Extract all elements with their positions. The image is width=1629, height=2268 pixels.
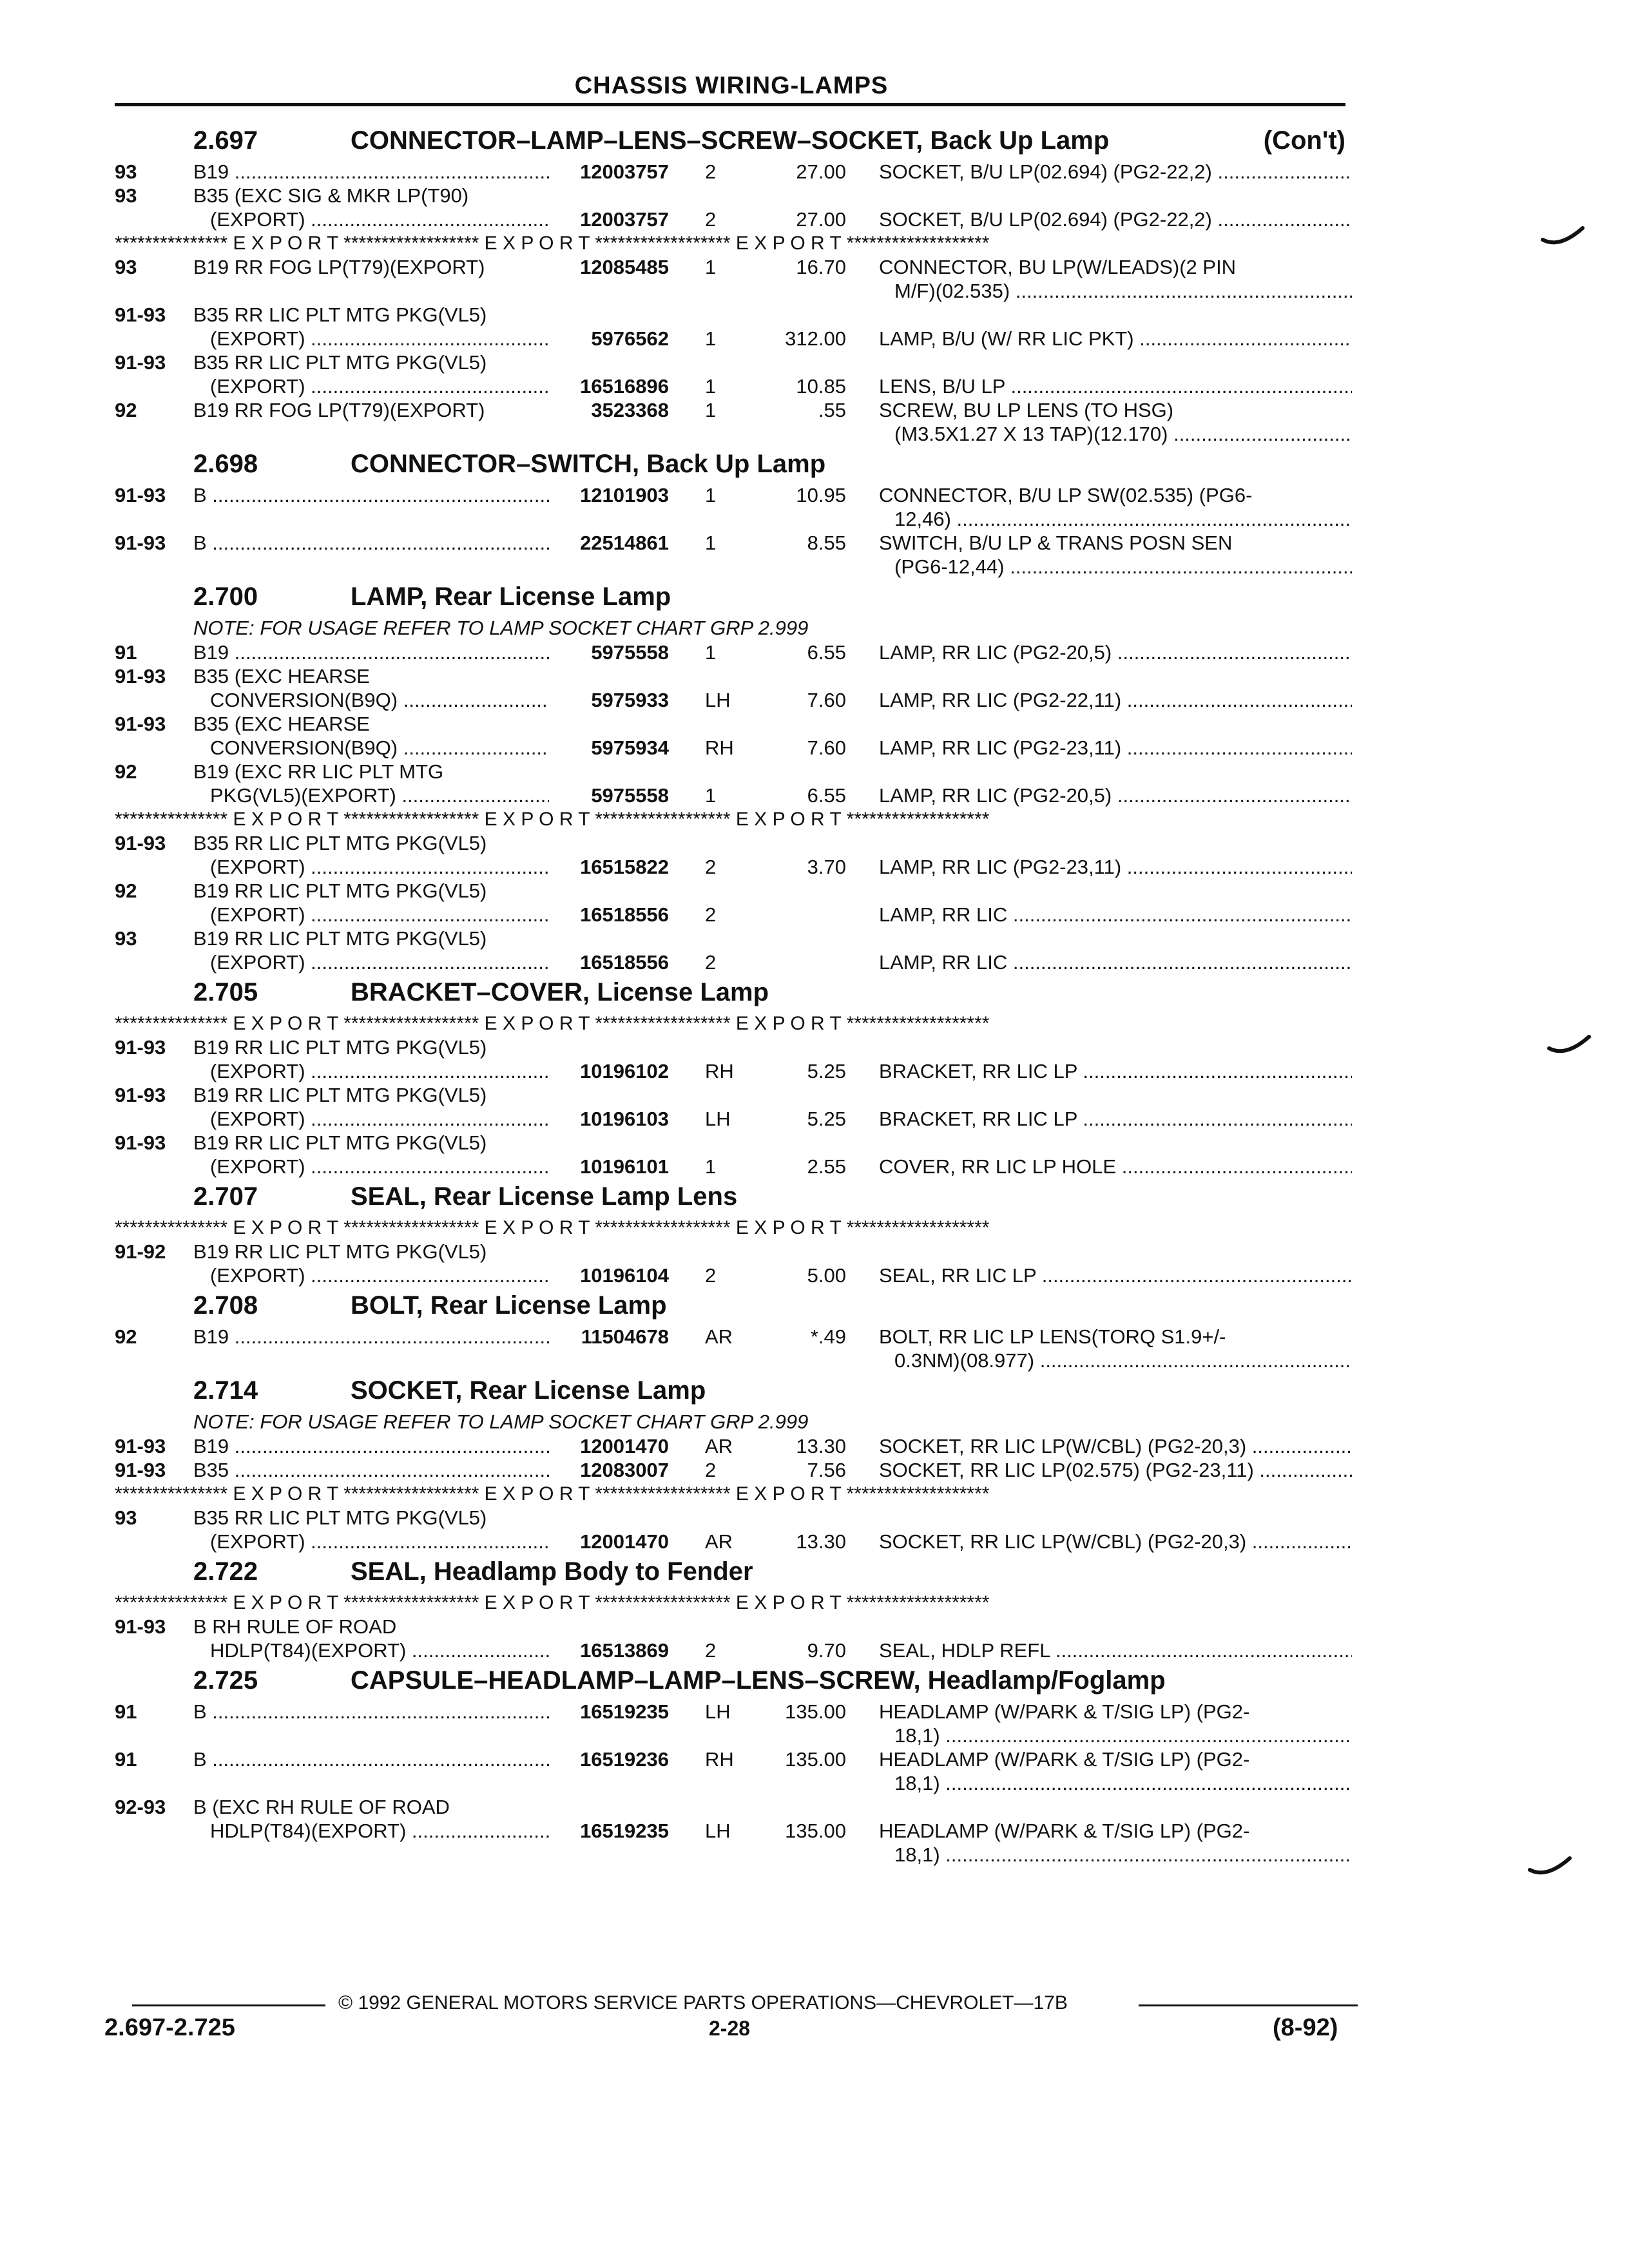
quantity: 1 [705,256,717,278]
quantity: AR [705,1435,733,1457]
export-divider: *************** E X P O R T ****************** E X P O R T ****************** E X P O R T ******************* [115,1013,990,1034]
part-number: 5975558 [591,784,669,807]
model-description: B19 RR LIC PLT MTG PKG(VL5) [193,1131,487,1154]
table-row [115,1843,1352,1867]
part-number: 12001470 [580,1530,669,1553]
table-row [115,664,1352,688]
section-number: 2.714 [193,1376,258,1405]
section-heading [115,1557,1352,1591]
table-row [115,1035,1352,1059]
section-heading [115,978,1352,1012]
quantity: 2 [705,1264,717,1287]
model-description: B19 RR LIC PLT MTG PKG(VL5) [193,1084,487,1106]
section-heading [115,1376,1352,1410]
table-row [115,1771,1352,1795]
part-description: LAMP, RR LIC (PG2-22,11) ..... [879,688,1352,712]
quantity: 1 [705,532,717,554]
section-number: 2.707 [193,1182,258,1211]
part-description: LAMP, RR LIC (PG2-20,5) ..... [879,640,1352,664]
checkmark-icon [1540,226,1585,251]
price: 135.00 [785,1700,846,1723]
part-number: 5975558 [591,641,669,664]
part-description: SOCKET, B/U LP(02.694) (PG2-22,2) ..... [879,160,1352,184]
table-row [115,712,1352,736]
table-row [115,507,1352,531]
part-number: 5975934 [591,736,669,759]
part-number: 10196102 [580,1060,669,1082]
export-divider: *************** E X P O R T ****************** E X P O R T ****************** E X P O R T ******************* [115,233,990,254]
quantity: 1 [705,784,717,807]
model-year: 91-93 [115,1435,166,1457]
model-year: 91-93 [115,1615,166,1638]
table-row [115,1747,1352,1771]
section-title: CONNECTOR–LAMP–LENS–SCREW–SOCKET, Back Up Lamp [351,126,1110,155]
part-description: 18,1) ..... [894,1771,1352,1795]
model-description: B19 RR LIC PLT MTG PKG(VL5) [193,927,487,950]
model-description: B ..... [193,531,549,555]
section-title: BOLT, Rear License Lamp [351,1291,667,1320]
model-description: (EXPORT) ..... [210,327,549,351]
model-description: (EXPORT) ..... [210,1107,549,1131]
model-year: 93 [115,184,137,207]
part-description: LAMP, B/U (W/ RR LIC PKT) ..... [879,327,1352,351]
price: 5.25 [807,1060,846,1082]
model-description: HDLP(T84)(EXPORT) ..... [210,1639,549,1662]
price: 6.55 [807,641,846,664]
export-divider: *************** E X P O R T ****************** E X P O R T ****************** E X P O R T ******************* [115,1592,990,1613]
model-year: 93 [115,160,137,183]
quantity: 2 [705,1639,717,1662]
part-description: 18,1) ..... [894,1724,1352,1747]
part-number: 16519235 [580,1820,669,1842]
part-description: LAMP, RR LIC ..... [879,950,1352,974]
part-number: 12085485 [580,256,669,278]
part-number: 16519235 [580,1700,669,1723]
section-number: 2.708 [193,1291,258,1320]
model-description: B19 ..... [193,1325,549,1349]
part-number: 16513869 [580,1639,669,1662]
part-description: 12,46) ..... [894,507,1352,531]
part-number: 16518556 [580,951,669,974]
table-row [115,1155,1352,1178]
quantity: AR [705,1530,733,1553]
section-number: 2.725 [193,1666,258,1695]
part-number: 10196101 [580,1155,669,1178]
model-description: (EXPORT) ..... [210,1059,549,1083]
part-number: 16516896 [580,375,669,398]
footer-copyright: © 1992 GENERAL MOTORS SERVICE PARTS OPERATIONS—CHEVROLET—17B [338,1992,1068,2013]
quantity: 1 [705,399,717,421]
part-number: 5975933 [591,689,669,711]
part-description: COVER, RR LIC LP HOLE ..... [879,1155,1352,1178]
table-row [115,831,1352,855]
table-row [115,688,1352,712]
table-row [115,1530,1352,1553]
part-description: (M3.5X1.27 X 13 TAP)(12.170) ..... [894,422,1352,446]
model-description: B19 RR FOG LP(T79)(EXPORT) [193,256,485,278]
model-year: 92 [115,1325,137,1348]
part-description: BRACKET, RR LIC LP ..... [879,1107,1352,1131]
price: 135.00 [785,1748,846,1771]
footer-rule-left [132,2004,325,2006]
section-continued: (Con't) [1263,126,1345,155]
part-description: LAMP, RR LIC ..... [879,903,1352,927]
part-description: SEAL, RR LIC LP ..... [879,1264,1352,1287]
price: 7.60 [807,736,846,759]
model-year: 91-93 [115,1084,166,1106]
quantity: RH [705,736,734,759]
part-description: 18,1) ..... [894,1843,1352,1867]
table-row [115,1434,1352,1458]
quantity: 2 [705,903,717,926]
quantity: RH [705,1060,734,1082]
section-title: CONNECTOR–SWITCH, Back Up Lamp [351,450,826,478]
section-number: 2.705 [193,978,258,1006]
export-divider: *************** E X P O R T ****************** E X P O R T ****************** E X P O R T ******************* [115,1483,990,1504]
model-description: B19 (EXC RR LIC PLT MTG [193,760,444,783]
part-number: 16518556 [580,903,669,926]
table-row [115,1615,1352,1639]
table-row [115,1724,1352,1747]
price: 2.55 [807,1155,846,1178]
footer-section-range: 2.697-2.725 [104,2014,235,2041]
price: 27.00 [796,160,846,183]
model-description: B19 ..... [193,1434,549,1458]
section-title: SEAL, Rear License Lamp Lens [351,1182,738,1211]
table-row [115,950,1352,974]
table-row [115,531,1352,555]
quantity: LH [705,1700,731,1723]
model-year: 91-93 [115,532,166,554]
part-description: SOCKET, RR LIC LP(W/CBL) (PG2-20,3) ..... [879,1530,1352,1553]
table-row [115,279,1352,303]
table-row [115,1795,1352,1819]
price: .55 [818,399,846,421]
model-description: (EXPORT) ..... [210,374,549,398]
table-row [115,1349,1352,1372]
quantity: 1 [705,484,717,506]
price: 5.25 [807,1108,846,1130]
model-description: B19 RR LIC PLT MTG PKG(VL5) [193,1240,487,1263]
price: 13.30 [796,1530,846,1553]
part-description: SWITCH, B/U LP & TRANS POSN SEN [879,532,1233,554]
table-row [115,1083,1352,1107]
price: 135.00 [785,1820,846,1842]
table-row [115,422,1352,446]
quantity: 1 [705,1155,717,1178]
table-row [115,398,1352,422]
part-number: 12001470 [580,1435,669,1457]
section-heading [115,582,1352,616]
model-year: 93 [115,256,137,278]
quantity: LH [705,1820,731,1842]
model-description: (EXPORT) ..... [210,207,549,231]
section-heading [115,126,1352,160]
model-year: 93 [115,927,137,950]
model-description: B35 (EXC HEARSE [193,665,370,687]
quantity: 2 [705,951,717,974]
part-number: 16515822 [580,856,669,878]
part-description: BRACKET, RR LIC LP ..... [879,1059,1352,1083]
model-description: (EXPORT) ..... [210,950,549,974]
section-heading [115,1291,1352,1325]
export-divider: *************** E X P O R T ****************** E X P O R T ****************** E X P O R T ******************* [115,1217,990,1238]
model-year: 91-92 [115,1240,166,1263]
table-row [115,927,1352,950]
model-description: B RH RULE OF ROAD [193,1615,397,1638]
part-description: M/F)(02.535) ..... [894,279,1352,303]
table-row [115,855,1352,879]
price: 13.30 [796,1435,846,1457]
export-divider: *************** E X P O R T ****************** E X P O R T ****************** E X P O R T ******************* [115,809,990,830]
model-description: (EXPORT) ..... [210,1155,549,1178]
table-row [115,483,1352,507]
price: 27.00 [796,208,846,231]
model-year: 91 [115,641,137,664]
section-heading [115,1666,1352,1700]
table-row [115,207,1352,231]
usage-note: NOTE: FOR USAGE REFER TO LAMP SOCKET CHART GRP 2.999 [193,617,809,639]
table-row [115,351,1352,374]
checkmark-icon [1527,1856,1572,1881]
quantity: RH [705,1748,734,1771]
table-row [115,1458,1352,1482]
quantity: 1 [705,375,717,398]
footer-page-number: 2-28 [709,2017,751,2040]
model-description: PKG(VL5)(EXPORT) ..... [210,783,549,807]
part-description: LAMP, RR LIC (PG2-23,11) ..... [879,736,1352,760]
usage-note: NOTE: FOR USAGE REFER TO LAMP SOCKET CHART GRP 2.999 [193,1410,809,1433]
part-number: 12003757 [580,160,669,183]
section-heading [115,1182,1352,1216]
model-year: 91-93 [115,713,166,735]
section-title: SEAL, Headlamp Body to Fender [351,1557,753,1586]
section-number: 2.697 [193,126,258,155]
table-row [115,1059,1352,1083]
footer-date: (8-92) [1273,2014,1338,2041]
price: 7.56 [807,1459,846,1481]
quantity: LH [705,1108,731,1130]
table-row [115,1700,1352,1724]
model-description: B19 RR LIC PLT MTG PKG(VL5) [193,879,487,902]
price: 6.55 [807,784,846,807]
table-row [115,783,1352,807]
model-year: 92 [115,399,137,421]
model-year: 91-93 [115,832,166,854]
part-description: LENS, B/U LP ..... [879,374,1352,398]
checkmark-icon [1547,1034,1592,1060]
table-row [115,160,1352,184]
header-rule [115,103,1345,106]
model-description: (EXPORT) ..... [210,903,549,927]
section-number: 2.700 [193,582,258,611]
model-description: (EXPORT) ..... [210,1264,549,1287]
part-description: (PG6-12,44) ..... [894,555,1352,579]
model-year: 92-93 [115,1796,166,1818]
part-description: LAMP, RR LIC (PG2-20,5) ..... [879,783,1352,807]
page-title: CHASSIS WIRING-LAMPS [574,72,889,99]
section-number: 2.698 [193,450,258,478]
table-row [115,1240,1352,1264]
part-description: HEADLAMP (W/PARK & T/SIG LP) (PG2- [879,1820,1250,1842]
part-number: 12083007 [580,1459,669,1481]
table-row [115,1107,1352,1131]
section-number: 2.722 [193,1557,258,1586]
part-number: 5976562 [591,327,669,350]
part-number: 16519236 [580,1748,669,1771]
quantity: 2 [705,160,717,183]
model-year: 91-93 [115,351,166,374]
model-description: B35 (EXC SIG & MKR LP(T90) [193,184,469,207]
table-row [115,303,1352,327]
table-row [115,736,1352,760]
price: *.49 [810,1325,846,1348]
model-description: B35 RR LIC PLT MTG PKG(VL5) [193,303,487,326]
quantity: AR [705,1325,733,1348]
part-description: LAMP, RR LIC (PG2-23,11) ..... [879,855,1352,879]
section-title: SOCKET, Rear License Lamp [351,1376,706,1405]
table-row [115,1325,1352,1349]
model-year: 91-93 [115,303,166,326]
part-description: HEADLAMP (W/PARK & T/SIG LP) (PG2- [879,1748,1250,1771]
model-year: 93 [115,1506,137,1529]
model-description: (EXPORT) ..... [210,1530,549,1553]
table-row [115,1264,1352,1287]
model-description: B35 (EXC HEARSE [193,713,370,735]
model-description: B ..... [193,483,549,507]
table-row [115,640,1352,664]
model-year: 92 [115,760,137,783]
quantity: LH [705,689,731,711]
model-year: 91 [115,1700,137,1723]
part-description: SOCKET, B/U LP(02.694) (PG2-22,2) ..... [879,207,1352,231]
model-description: CONVERSION(B9Q) ..... [210,736,549,760]
price: 10.95 [796,484,846,506]
parts-listing [115,122,1352,1867]
model-description: B35 RR LIC PLT MTG PKG(VL5) [193,1506,487,1529]
model-description: B19 RR FOG LP(T79)(EXPORT) [193,399,485,421]
model-year: 91-93 [115,1131,166,1154]
part-number: 12101903 [580,484,669,506]
price: 7.60 [807,689,846,711]
model-description: B35 RR LIC PLT MTG PKG(VL5) [193,832,487,854]
table-row [115,1819,1352,1843]
section-title: CAPSULE–HEADLAMP–LAMP–LENS–SCREW, Headlamp/Foglamp [351,1666,1166,1695]
part-number: 12003757 [580,208,669,231]
model-year: 92 [115,879,137,902]
price: 9.70 [807,1639,846,1662]
model-description: B19 ..... [193,640,549,664]
price: 3.70 [807,856,846,878]
model-description: B ..... [193,1700,549,1724]
price: 312.00 [785,327,846,350]
part-number: 11504678 [581,1325,669,1348]
quantity: 1 [705,327,717,350]
table-row [115,184,1352,207]
table-row [115,903,1352,927]
section-title: BRACKET–COVER, License Lamp [351,978,769,1006]
part-description: CONNECTOR, B/U LP SW(02.535) (PG6- [879,484,1253,506]
model-description: HDLP(T84)(EXPORT) ..... [210,1819,549,1843]
table-row [115,327,1352,351]
model-description: B19 RR LIC PLT MTG PKG(VL5) [193,1036,487,1059]
quantity: 2 [705,208,717,231]
model-year: 91-93 [115,1036,166,1059]
part-description: SEAL, HDLP REFL ..... [879,1639,1352,1662]
model-description: B35 RR LIC PLT MTG PKG(VL5) [193,351,487,374]
table-row [115,760,1352,783]
price: 5.00 [807,1264,846,1287]
section-title: LAMP, Rear License Lamp [351,582,671,611]
table-row [115,374,1352,398]
part-description: BOLT, RR LIC LP LENS(TORQ S1.9+/- [879,1325,1226,1348]
part-description: 0.3NM)(08.977) ..... [894,1349,1352,1372]
table-row [115,1639,1352,1662]
model-description: B35 ..... [193,1458,549,1482]
model-year: 91-93 [115,665,166,687]
table-row [115,879,1352,903]
model-description: B ..... [193,1747,549,1771]
model-description: B19 ..... [193,160,549,184]
part-number: 22514861 [580,532,669,554]
part-description: CONNECTOR, BU LP(W/LEADS)(2 PIN [879,256,1237,278]
quantity: 1 [705,641,717,664]
model-description: CONVERSION(B9Q) ..... [210,688,549,712]
part-description: SOCKET, RR LIC LP(02.575) (PG2-23,11) ..... [879,1458,1352,1482]
table-row [115,255,1352,279]
price: 8.55 [807,532,846,554]
part-number: 10196104 [580,1264,669,1287]
price: 16.70 [796,256,846,278]
model-description: B (EXC RH RULE OF ROAD [193,1796,450,1818]
part-description: SCREW, BU LP LENS (TO HSG) [879,399,1174,421]
part-description: HEADLAMP (W/PARK & T/SIG LP) (PG2- [879,1700,1250,1723]
model-year: 91 [115,1748,137,1771]
model-year: 91-93 [115,1459,166,1481]
model-description: (EXPORT) ..... [210,855,549,879]
footer-rule-right [1139,2004,1358,2006]
model-year: 91-93 [115,484,166,506]
part-number: 10196103 [580,1108,669,1130]
price: 10.85 [796,375,846,398]
section-heading [115,450,1352,483]
table-row [115,1131,1352,1155]
quantity: 2 [705,1459,717,1481]
table-row [115,1506,1352,1530]
part-description: SOCKET, RR LIC LP(W/CBL) (PG2-20,3) ..... [879,1434,1352,1458]
part-number: 3523368 [591,399,669,421]
quantity: 2 [705,856,717,878]
table-row [115,555,1352,579]
